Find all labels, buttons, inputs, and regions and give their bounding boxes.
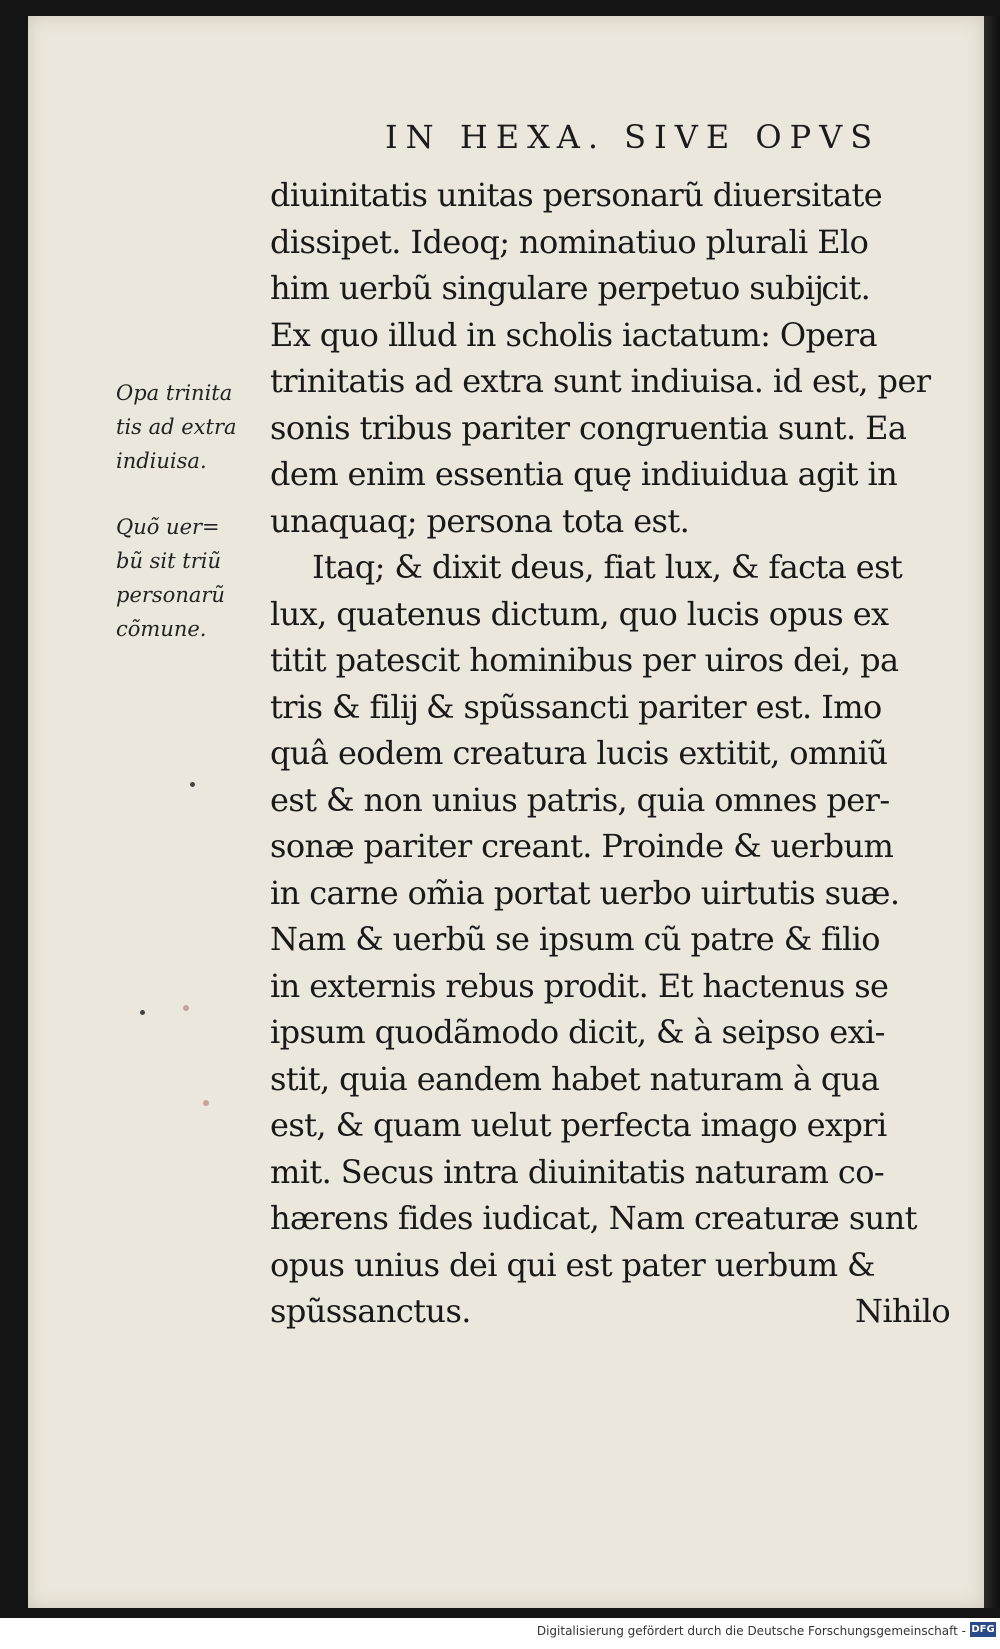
text-line: sonæ pariter creant. Proinde & uerbum: [270, 827, 894, 865]
ink-speck: [190, 782, 195, 787]
ink-speck: [183, 1005, 189, 1011]
text-line: quâ eodem creatura lucis extitit, omniũ: [270, 734, 888, 772]
text-line: mit. Secus intra diuinitatis naturam co-: [270, 1152, 885, 1191]
ink-speck: [140, 1010, 145, 1015]
ink-speck: [203, 1100, 209, 1106]
text-line: dem enim essentia quę indiuidua agit in: [270, 455, 898, 493]
text-line: in carne om̃ia portat uerbo uirtutis suæ.: [270, 873, 900, 912]
text-line: sonis tribus pariter congruentia sunt. Ea: [270, 408, 907, 447]
text-line: stit, quia eandem habet naturam à qua: [270, 1059, 880, 1098]
margin-note-line: personarũ: [116, 583, 225, 607]
text-line: ipsum quodãmodo dicit, & à seipso exi-: [270, 1013, 885, 1051]
margin-note-line: bũ sit triũ: [116, 549, 221, 573]
main-text-block: [270, 172, 950, 1335]
margin-notes: [116, 376, 266, 678]
footer-bar: [0, 1618, 1000, 1649]
text-line: in externis rebus prodit. Et hactenus se: [270, 966, 889, 1005]
margin-note-line: Opa trinita: [116, 381, 233, 405]
last-text-line: [270, 1288, 950, 1335]
text-line: trinitatis ad extra sunt indiuisa. id est, per: [270, 362, 931, 400]
margin-note-line: tis ad extra: [116, 415, 237, 439]
page-edge: [984, 16, 1000, 1608]
catchword: Nihilo: [855, 1292, 950, 1330]
text-line-paragraph-start: Itaq; & dixit deus, fiat lux, & facta est: [312, 548, 903, 586]
text-line: diuinitatis unitas personarũ diuersitate: [270, 176, 883, 214]
margin-note-line: Quõ uer=: [116, 515, 220, 539]
text-line: opus unius dei qui est pater uerbum &: [270, 1245, 875, 1284]
margin-note: [116, 510, 266, 646]
text-line: dissipet. Ideoq; nominatiuo plurali Elo: [270, 222, 869, 261]
text-line-end: spũssanctus.: [270, 1292, 471, 1330]
margin-note-line: cõmune.: [116, 617, 207, 641]
text-line: est & non unius patris, quia omnes per-: [270, 780, 890, 819]
margin-note: [116, 376, 266, 478]
text-line: Ex quo illud in scholis iactatum: Opera: [270, 315, 877, 354]
funding-credit: Digitalisierung gefördert durch die Deutsche Forschungsgemeinschaft -: [536, 1624, 966, 1638]
text-line: titit patescit hominibus per uiros dei, pa: [270, 641, 899, 679]
text-line: unaquaq; persona tota est.: [270, 501, 690, 540]
text-line: hærens fides iudicat, Nam creaturæ sunt: [270, 1199, 917, 1237]
text-line: Nam & uerbũ se ipsum cũ patre & filio: [270, 920, 880, 958]
text-line: est, & quam uelut perfecta imago expri: [270, 1106, 887, 1144]
text-line: tris & filĳ & spũssancti pariter est. Imo: [270, 687, 882, 726]
text-line: him uerbũ singulare perpetuo subĳcit.: [270, 269, 871, 307]
text-line: lux, quatenus dictum, quo lucis opus ex: [270, 594, 889, 633]
dfg-logo: DFG: [971, 1624, 995, 1635]
margin-note-line: indiuisa.: [116, 449, 207, 473]
running-head: IN HEXA. SIVE OPVS: [385, 118, 881, 156]
